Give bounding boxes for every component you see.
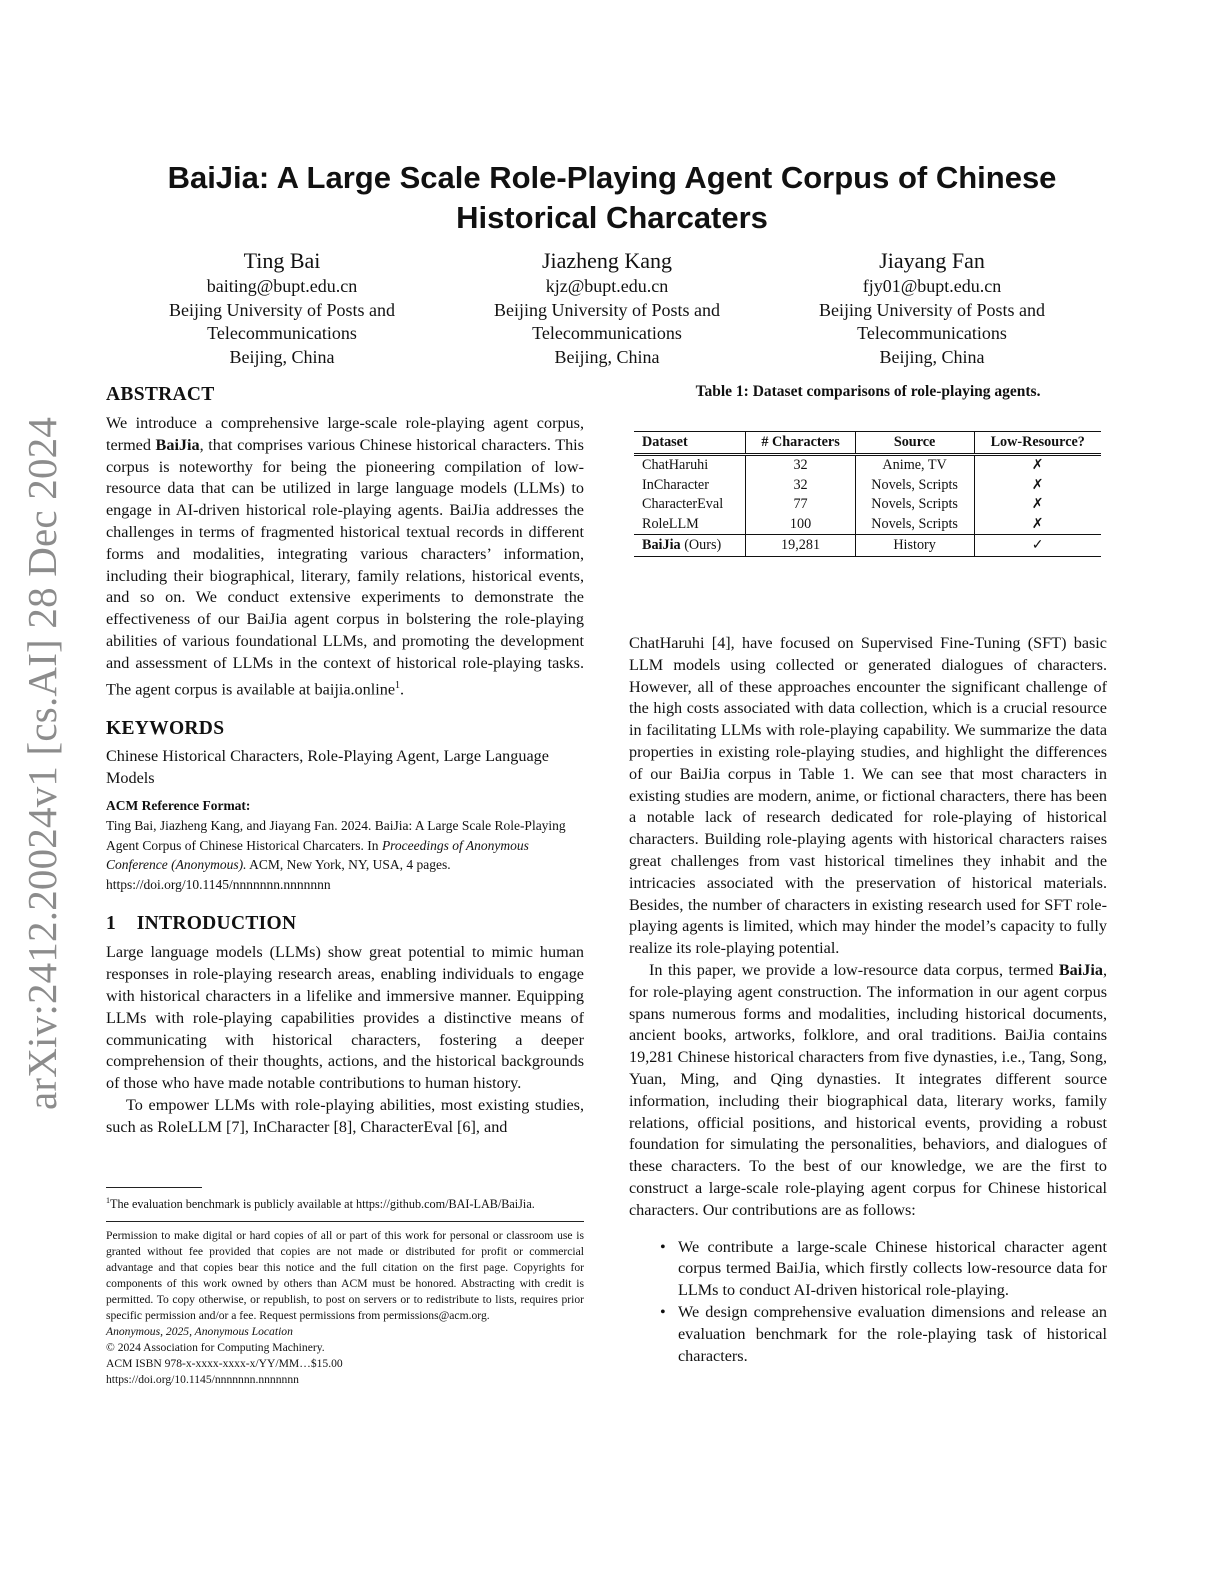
author-affiliation: Beijing University of Posts and: [494, 299, 720, 320]
abstract-heading: ABSTRACT: [106, 384, 215, 405]
table-header: Low-Resource?: [974, 432, 1101, 455]
table-cell: BaiJia (Ours): [642, 536, 722, 553]
table-row: [634, 455, 1101, 476]
table-row: [634, 495, 1101, 515]
author-affiliation: Beijing University of Posts and: [819, 299, 1045, 320]
author-affiliation-cont: Telecommunications: [857, 323, 1007, 343]
table-cell: ✗: [974, 495, 1101, 515]
keywords-text: Chinese Historical Characters, Role-Playing Agent, Large Language Models: [106, 746, 549, 787]
author-email: baiting@bupt.edu.cn: [206, 276, 358, 296]
table-row: [634, 515, 1101, 535]
table-row-ours: [634, 535, 1101, 557]
table-cell: 32: [746, 476, 855, 496]
permission-rule: [106, 1221, 584, 1222]
acm-reference-heading: ACM Reference Format:: [106, 798, 251, 814]
table-cell: ✗: [974, 476, 1101, 496]
venue: Anonymous, 2025, Anonymous Location: [106, 1325, 293, 1338]
table-cell: CharacterEval: [642, 496, 724, 512]
list-item: • We contribute a large-scale Chinese historical character agent corpus termed BaiJia, which firstly collects low-resource data for LLMs to conduct AI-driven historical role-playing.: [660, 1237, 1107, 1300]
table-cell: 19,281: [746, 535, 855, 557]
author-location: Beijing, China: [554, 346, 660, 367]
author-block-1: [112, 248, 452, 369]
left-column: [106, 383, 584, 1139]
intro-paragraph-4: In this paper, we provide a low-resource data corpus, termed BaiJia, for role-playing agent construction. The information in our agent corpus spans numerous forms and modalities, including historical documents, ancient books, artworks, folklore, and oral traditions. BaiJia contains 19,281 Chinese historical characters from five dynasties, i.e., Tang, Song, Yuan, Ming, and Qing dynasties. It integrates different source information, including their biographical data, literary works, family relations, official positions, and historical events, providing a robust foundation for simulating the personalities, behaviors, and dialogues of these characters. To the best of our knowledge, we are the first to construct a large-scale role-playing agent corpus for Chinese historical characters. Our contributions are as follows:: [629, 960, 1107, 1219]
list-item: • We design comprehensive evaluation dimensions and release an evaluation benchmark for the role-playing task of historical characters.: [660, 1302, 1107, 1365]
dataset-comparison-table: [634, 431, 1101, 557]
contributions-list: [629, 1237, 1107, 1368]
table-row: [634, 476, 1101, 496]
author-block-3: [762, 248, 1102, 369]
table-cell: Novels, Scripts: [855, 476, 974, 496]
arxiv-identifier: arXiv:2412.20024v1 [cs.AI] 28 Dec 2024: [19, 416, 65, 1110]
table-cell: Novels, Scripts: [855, 515, 974, 535]
footnote-rule: [106, 1187, 202, 1188]
author-name: Jiayang Fan: [879, 248, 985, 273]
table-cell: 32: [746, 455, 855, 476]
abstract-text: We introduce a comprehensive large-scale role-playing agent corpus, termed BaiJia, that comprises various Chinese historical characters. This corpus is noteworthy for being the pioneering compilation of low-resource data that can be utilized in large language models (LLMs) to engage in AI-driven historical role-playing agents. BaiJia addresses the challenges in terms of fragmented historical textual records in different forms and modalities, integrating various characters’ information, including their biographical, literary, family relations, historical events, and so on. We conduct extensive experiments to demonstrate the effectiveness of our BaiJia agent corpus in bolstering the role-playing abilities of various foundational LLMs, and promoting the development and assessment of LLMs in the context of historical role-playing tasks. The agent corpus is available at baijia.online$^1$.: [106, 414, 584, 698]
intro-paragraph-1: Large language models (LLMs) show great potential to mimic human responses in role-playing research areas, enabling individuals to engage with historical characters in a lifelike and immersive manner. Equipping LLMs with role-playing capabilities provides a distinctive means of communicating with historical characters, fostering a deeper comprehension of their thoughts, actions, and the historical backgrounds of those who have made notable contributions to human history.: [106, 943, 584, 1093]
bullet-icon: •: [660, 1237, 666, 1256]
isbn: ACM ISBN 978-x-xxxx-xxxx-x/YY/MM…$15.00: [106, 1357, 343, 1370]
table-cell: RoleLLM: [642, 515, 699, 532]
table-header: Source: [855, 432, 974, 455]
table-header: Dataset: [634, 432, 746, 455]
acm-reference-text: Ting Bai, Jiazheng Kang, and Jiayang Fan. 2024. BaiJia: A Large Scale Role-Playing Agent Corpus of Chinese Historical Charcaters. In Proceedings of Anonymous Conference (Anonymous). ACM, New York, NY, USA, 4 pages. https://doi.org/10.1145/nnnnnnn.nnnnnnn: [106, 818, 566, 892]
doi: https://doi.org/10.1145/nnnnnnn.nnnnnnn: [106, 1373, 299, 1386]
table-cell: InCharacter: [642, 476, 709, 493]
author-email: kjz@bupt.edu.cn: [545, 276, 669, 296]
table-cell: History: [855, 535, 974, 557]
right-column: [629, 633, 1107, 1367]
author-location: Beijing, China: [879, 346, 985, 367]
keywords-heading: KEYWORDS: [106, 717, 225, 739]
footnote: $^1$The evaluation benchmark is publicly available at https://github.com/BAI-LAB/BaiJia.: [106, 1196, 535, 1212]
paper-title: BaiJia: A Large Scale Role-Playing Agent Corpus of Chinese Historical Charcaters: [167, 160, 1057, 235]
table-header-row: [634, 432, 1101, 455]
author-affiliation: Beijing University of Posts and: [169, 299, 395, 320]
permission-block: [106, 1228, 584, 1388]
table-cell: ChatHaruhi: [642, 457, 709, 473]
author-name: Ting Bai: [243, 248, 321, 273]
table-cell: ✗: [974, 515, 1101, 535]
author-affiliation-cont: Telecommunications: [532, 323, 682, 343]
table-cell: Anime, TV: [855, 455, 974, 476]
author-email: fjy01@bupt.edu.cn: [862, 276, 1002, 296]
author-block-2: [437, 248, 777, 369]
intro-paragraph-3: ChatHaruhi [4], have focused on Supervised Fine-Tuning (SFT) basic LLM models using collected or generated dialogues of characters. However, all of these approaches encounter the significant challenge of the high costs associated with data collection, which is a crucial resource in facilitating LLMs with role-playing capability. We summarize the data properties in existing role-playing studies, and highlight the differences of our BaiJia corpus in Table 1. We can see that most characters in existing studies are modern, anime, or fictional characters, there has been a notable lack of research dedicated for role-playing of historical characters. Building role-playing agents with historical characters raises great challenges from vast historical timelines they inhabit and the intricacies associated with the preservation of historical materials. Besides, the number of characters in existing research used for SFT role-playing agents is limited, which may hinder the model’s capacity to fully realize its role-playing potential.: [629, 634, 1107, 958]
table-header: # Characters: [746, 432, 855, 455]
introduction-heading: 1 INTRODUCTION: [106, 913, 297, 935]
table-cell: 100: [746, 515, 855, 535]
table-caption: Table 1: Dataset comparisons of role-playing agents.: [695, 383, 1041, 400]
footnote-mark: 1: [395, 679, 401, 691]
bullet-icon: •: [660, 1302, 666, 1321]
table-cell: Novels, Scripts: [855, 495, 974, 515]
author-name: Jiazheng Kang: [541, 248, 673, 273]
table-cell: 77: [746, 495, 855, 515]
permission-text: Permission to make digital or hard copies of all or part of this work for personal or classroom use is granted without fee provided that copies are not made or distributed for profit or commercial advantage and that copies bear this notice and the full citation on the first page. Copyrights for components of this work owned by others than ACM must be honored. Abstracting with credit is permitted. To copy otherwise, or republish, to post on servers or to redistribute to lists, requires prior specific permission and/or a fee. Request permissions from permissions@acm.org.: [106, 1229, 584, 1322]
table-cell: ✗: [974, 455, 1101, 476]
author-location: Beijing, China: [229, 346, 335, 367]
author-affiliation-cont: Telecommunications: [207, 323, 357, 343]
intro-paragraph-2: To empower LLMs with role-playing abilities, most existing studies, such as RoleLLM [7], InCharacter [8], CharacterEval [6], and: [106, 1095, 584, 1136]
copyright: © 2024 Association for Computing Machinery.: [106, 1341, 325, 1354]
table-cell: ✓: [974, 535, 1101, 557]
